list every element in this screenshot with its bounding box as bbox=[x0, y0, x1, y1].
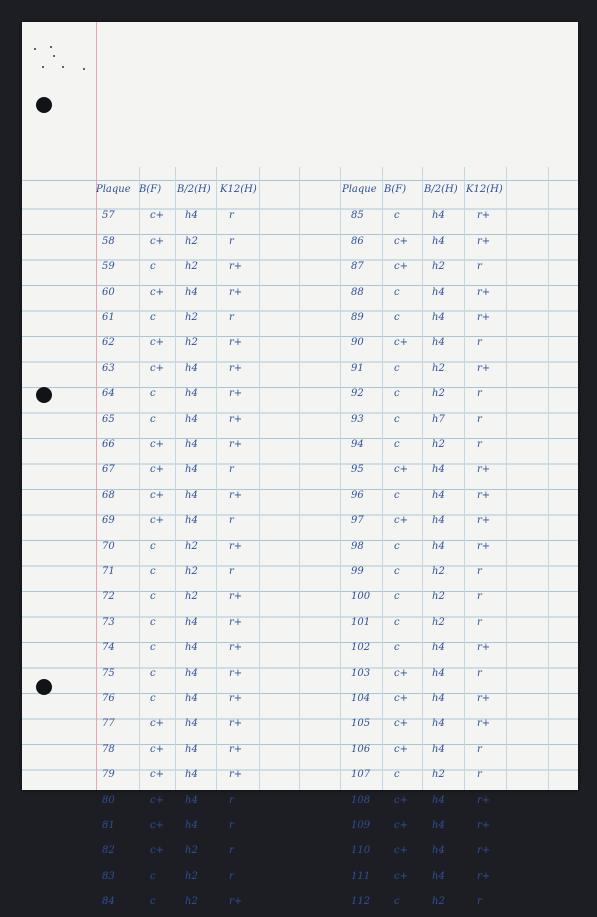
b2-h-value: h2 bbox=[185, 566, 198, 577]
b2-h-value: h4 bbox=[185, 489, 198, 501]
k12-h-value: r+ bbox=[477, 642, 491, 654]
b-f-value: c+ bbox=[150, 769, 164, 781]
k12-h-value: r bbox=[229, 235, 234, 247]
b2-h-value: h2 bbox=[185, 337, 198, 349]
table-row bbox=[22, 206, 578, 231]
k12-h-value: r+ bbox=[477, 210, 491, 222]
k12-h-value: r bbox=[477, 388, 482, 400]
b2-h-value: h4 bbox=[185, 769, 198, 781]
ink-speck bbox=[62, 66, 64, 68]
b-f-value: c+ bbox=[150, 845, 164, 857]
plaque-number: 65 bbox=[102, 413, 115, 425]
k12-h-value: r+ bbox=[477, 845, 491, 857]
k12-h-value: r+ bbox=[229, 540, 243, 552]
b-f-value: c bbox=[394, 388, 400, 400]
plaque-number: 75 bbox=[102, 667, 115, 679]
table-row bbox=[22, 283, 578, 308]
b-f-value: c bbox=[394, 540, 400, 552]
k12-h-value: r+ bbox=[229, 667, 243, 679]
table-row bbox=[22, 511, 578, 536]
table-row bbox=[22, 587, 578, 612]
b2-h-value: h4 bbox=[432, 286, 445, 298]
plaque-number: 88 bbox=[351, 286, 364, 298]
plaque-number: 79 bbox=[102, 769, 115, 781]
b2-h-value: h4 bbox=[185, 286, 198, 298]
b-f-value: c bbox=[150, 312, 156, 323]
plaque-number: 59 bbox=[102, 261, 115, 273]
plaque-number: 71 bbox=[102, 566, 115, 577]
plaque-number: 58 bbox=[102, 235, 115, 247]
k12-h-value: r bbox=[477, 743, 482, 755]
plaque-number: 107 bbox=[351, 769, 371, 781]
b-f-value: c bbox=[394, 591, 400, 603]
b2-h-value: h4 bbox=[185, 413, 198, 425]
b-f-value: c+ bbox=[150, 210, 164, 222]
b-f-value: c bbox=[150, 591, 156, 603]
b-f-value: c bbox=[394, 439, 400, 450]
b-f-value: c bbox=[394, 616, 400, 628]
b-f-value: c bbox=[394, 362, 400, 374]
b-f-value: c+ bbox=[394, 667, 408, 679]
plaque-number: 99 bbox=[351, 566, 364, 577]
b2-h-value: h2 bbox=[432, 439, 445, 450]
k12-h-value: r+ bbox=[229, 769, 243, 781]
table-row bbox=[22, 892, 578, 917]
punch-hole bbox=[36, 97, 52, 113]
b-f-value: c bbox=[394, 642, 400, 654]
plaque-number: 111 bbox=[351, 870, 371, 882]
b2-h-value: h2 bbox=[185, 261, 198, 273]
b2-h-value: h4 bbox=[432, 312, 445, 323]
k12-h-value: r+ bbox=[229, 642, 243, 654]
table-row bbox=[22, 867, 578, 892]
b2-h-value: h2 bbox=[432, 261, 445, 273]
table-row bbox=[22, 613, 578, 638]
k12-h-value: r bbox=[229, 845, 234, 857]
plaque-number: 101 bbox=[351, 616, 371, 628]
k12-h-value: r bbox=[229, 210, 234, 222]
plaque-number: 112 bbox=[351, 896, 371, 908]
b2-h-value: h2 bbox=[185, 845, 198, 857]
table-row bbox=[22, 714, 578, 739]
table-row bbox=[22, 486, 578, 511]
plaque-number: 85 bbox=[351, 210, 364, 222]
plaque-number: 73 bbox=[102, 616, 115, 628]
b-f-value: c+ bbox=[394, 794, 408, 806]
k12-h-value: r bbox=[477, 769, 482, 781]
plaque-number: 84 bbox=[102, 896, 115, 908]
b-f-value: c bbox=[150, 616, 156, 628]
plaque-number: 81 bbox=[102, 820, 115, 831]
table-row bbox=[22, 537, 578, 562]
b2-h-value: h4 bbox=[185, 743, 198, 755]
b-f-value: c+ bbox=[150, 464, 164, 476]
b2-h-value: h4 bbox=[432, 642, 445, 654]
b-f-value: c+ bbox=[150, 286, 164, 298]
header-b2-h: B/2(H) bbox=[424, 184, 458, 195]
header-k12-h: K12(H) bbox=[220, 184, 257, 195]
k12-h-value: r bbox=[477, 616, 482, 628]
k12-h-value: r+ bbox=[229, 439, 243, 450]
k12-h-value: r bbox=[477, 413, 482, 425]
b-f-value: c+ bbox=[150, 515, 164, 527]
table-row bbox=[22, 562, 578, 587]
plaque-number: 95 bbox=[351, 464, 364, 476]
b-f-value: c+ bbox=[150, 362, 164, 374]
b-f-value: c bbox=[150, 540, 156, 552]
b2-h-value: h2 bbox=[185, 896, 198, 908]
b2-h-value: h2 bbox=[432, 388, 445, 400]
k12-h-value: r bbox=[477, 566, 482, 577]
b2-h-value: h4 bbox=[432, 337, 445, 349]
b2-h-value: h7 bbox=[432, 413, 445, 425]
b-f-value: c bbox=[394, 489, 400, 501]
table-row bbox=[22, 435, 578, 460]
table-row bbox=[22, 816, 578, 841]
b-f-value: c+ bbox=[150, 439, 164, 450]
b2-h-value: h4 bbox=[185, 464, 198, 476]
k12-h-value: r+ bbox=[229, 693, 243, 704]
b-f-value: c bbox=[150, 667, 156, 679]
k12-h-value: r bbox=[477, 337, 482, 349]
header-b-f: B(F) bbox=[139, 184, 162, 195]
b-f-value: c bbox=[150, 261, 156, 273]
b-f-value: c+ bbox=[150, 235, 164, 247]
b2-h-value: h4 bbox=[432, 693, 445, 704]
b-f-value: c bbox=[150, 870, 156, 882]
b2-h-value: h2 bbox=[185, 235, 198, 247]
table-row bbox=[22, 638, 578, 663]
b-f-value: c bbox=[394, 896, 400, 908]
plaque-number: 61 bbox=[102, 312, 115, 323]
b2-h-value: h2 bbox=[432, 591, 445, 603]
b2-h-value: h4 bbox=[432, 235, 445, 247]
b-f-value: c bbox=[394, 210, 400, 222]
b-f-value: c+ bbox=[394, 743, 408, 755]
header-b-f: B(F) bbox=[384, 184, 407, 195]
k12-h-value: r bbox=[477, 667, 482, 679]
b-f-value: c+ bbox=[394, 845, 408, 857]
k12-h-value: r+ bbox=[477, 312, 491, 323]
b-f-value: c+ bbox=[394, 464, 408, 476]
b2-h-value: h4 bbox=[432, 464, 445, 476]
table-row bbox=[22, 740, 578, 765]
b2-h-value: h4 bbox=[185, 616, 198, 628]
plaque-number: 62 bbox=[102, 337, 115, 349]
b2-h-value: h4 bbox=[432, 515, 445, 527]
k12-h-value: r bbox=[477, 896, 482, 908]
k12-h-value: r+ bbox=[229, 718, 243, 730]
plaque-number: 63 bbox=[102, 362, 115, 374]
plaque-number: 68 bbox=[102, 489, 115, 501]
k12-h-value: r+ bbox=[229, 413, 243, 425]
table-row bbox=[22, 765, 578, 790]
plaque-number: 86 bbox=[351, 235, 364, 247]
table-row bbox=[22, 664, 578, 689]
k12-h-value: r bbox=[229, 820, 234, 831]
b-f-value: c bbox=[150, 896, 156, 908]
b2-h-value: h2 bbox=[185, 591, 198, 603]
plaque-number: 76 bbox=[102, 693, 115, 704]
plaque-number: 78 bbox=[102, 743, 115, 755]
plaque-number: 106 bbox=[351, 743, 371, 755]
k12-h-value: r bbox=[229, 870, 234, 882]
table-row bbox=[22, 410, 578, 435]
plaque-number: 70 bbox=[102, 540, 115, 552]
page-top-blank-area bbox=[22, 22, 578, 172]
b-f-value: c+ bbox=[394, 337, 408, 349]
k12-h-value: r bbox=[477, 591, 482, 603]
b2-h-value: h4 bbox=[432, 718, 445, 730]
b-f-value: c bbox=[150, 693, 156, 704]
b2-h-value: h2 bbox=[432, 769, 445, 781]
plaque-number: 103 bbox=[351, 667, 371, 679]
plaque-number: 64 bbox=[102, 388, 115, 400]
ink-speck bbox=[50, 46, 52, 48]
plaque-number: 82 bbox=[102, 845, 115, 857]
plaque-number: 90 bbox=[351, 337, 364, 349]
b2-h-value: h2 bbox=[185, 870, 198, 882]
k12-h-value: r bbox=[229, 312, 234, 323]
b2-h-value: h2 bbox=[185, 540, 198, 552]
b2-h-value: h4 bbox=[432, 820, 445, 831]
table-row bbox=[22, 359, 578, 384]
notebook-page bbox=[22, 22, 578, 908]
k12-h-value: r+ bbox=[229, 286, 243, 298]
plaque-number: 77 bbox=[102, 718, 115, 730]
k12-h-value: r+ bbox=[477, 464, 491, 476]
k12-h-value: r+ bbox=[229, 896, 243, 908]
plaque-number: 91 bbox=[351, 362, 364, 374]
b2-h-value: h4 bbox=[432, 870, 445, 882]
k12-h-value: r+ bbox=[229, 489, 243, 501]
b2-h-value: h2 bbox=[432, 566, 445, 577]
b2-h-value: h4 bbox=[432, 210, 445, 222]
b-f-value: c+ bbox=[150, 743, 164, 755]
b2-h-value: h2 bbox=[432, 616, 445, 628]
k12-h-value: r+ bbox=[477, 794, 491, 806]
b-f-value: c bbox=[394, 286, 400, 298]
plaque-number: 105 bbox=[351, 718, 371, 730]
plaque-number: 57 bbox=[102, 210, 115, 222]
plaque-number: 97 bbox=[351, 515, 364, 527]
plaque-number: 87 bbox=[351, 261, 364, 273]
plaque-number: 109 bbox=[351, 820, 371, 831]
b-f-value: c+ bbox=[394, 693, 408, 704]
b-f-value: c bbox=[150, 642, 156, 654]
table-row bbox=[22, 689, 578, 714]
plaque-number: 80 bbox=[102, 794, 115, 806]
k12-h-value: r+ bbox=[229, 388, 243, 400]
k12-h-value: r+ bbox=[229, 362, 243, 374]
k12-h-value: r+ bbox=[477, 235, 491, 247]
b-f-value: c bbox=[394, 769, 400, 781]
k12-h-value: r+ bbox=[229, 337, 243, 349]
b-f-value: c bbox=[394, 312, 400, 323]
plaque-number: 98 bbox=[351, 540, 364, 552]
b2-h-value: h4 bbox=[185, 388, 198, 400]
b2-h-value: h4 bbox=[185, 820, 198, 831]
b2-h-value: h2 bbox=[432, 896, 445, 908]
b-f-value: c bbox=[394, 413, 400, 425]
b2-h-value: h4 bbox=[432, 743, 445, 755]
header-k12-h: K12(H) bbox=[466, 184, 503, 195]
plaque-number: 93 bbox=[351, 413, 364, 425]
plaque-number: 89 bbox=[351, 312, 364, 323]
b2-h-value: h4 bbox=[185, 718, 198, 730]
table-row bbox=[22, 384, 578, 409]
b-f-value: c bbox=[150, 413, 156, 425]
k12-h-value: r+ bbox=[477, 820, 491, 831]
k12-h-value: r bbox=[229, 794, 234, 806]
k12-h-value: r+ bbox=[477, 693, 491, 704]
k12-h-value: r+ bbox=[477, 489, 491, 501]
b-f-value: c+ bbox=[394, 261, 408, 273]
k12-h-value: r+ bbox=[229, 743, 243, 755]
b-f-value: c+ bbox=[150, 820, 164, 831]
header-plaque: Plaque bbox=[96, 184, 131, 195]
k12-h-value: r+ bbox=[229, 616, 243, 628]
b2-h-value: h2 bbox=[185, 312, 198, 323]
b-f-value: c+ bbox=[394, 820, 408, 831]
b-f-value: c+ bbox=[394, 870, 408, 882]
b-f-value: c+ bbox=[150, 337, 164, 349]
b-f-value: c bbox=[150, 388, 156, 400]
table-row bbox=[22, 460, 578, 485]
table-row bbox=[22, 791, 578, 816]
header-b2-h: B/2(H) bbox=[177, 184, 211, 195]
b2-h-value: h4 bbox=[432, 489, 445, 501]
k12-h-value: r+ bbox=[229, 591, 243, 603]
plaque-number: 100 bbox=[351, 591, 371, 603]
b2-h-value: h2 bbox=[432, 362, 445, 374]
k12-h-value: r+ bbox=[229, 261, 243, 273]
table-row bbox=[22, 232, 578, 257]
b2-h-value: h4 bbox=[432, 794, 445, 806]
k12-h-value: r bbox=[477, 261, 482, 273]
plaque-number: 74 bbox=[102, 642, 115, 654]
b-f-value: c+ bbox=[394, 718, 408, 730]
table-row bbox=[22, 257, 578, 282]
b-f-value: c+ bbox=[150, 489, 164, 501]
plaque-number: 104 bbox=[351, 693, 371, 704]
k12-h-value: r bbox=[229, 464, 234, 476]
ink-speck bbox=[83, 68, 85, 70]
plaque-number: 96 bbox=[351, 489, 364, 501]
table-row bbox=[22, 333, 578, 358]
b2-h-value: h4 bbox=[185, 439, 198, 450]
plaque-number: 60 bbox=[102, 286, 115, 298]
table-row bbox=[22, 841, 578, 866]
b2-h-value: h4 bbox=[185, 693, 198, 704]
k12-h-value: r+ bbox=[477, 362, 491, 374]
ink-speck bbox=[42, 66, 44, 68]
b2-h-value: h4 bbox=[432, 540, 445, 552]
k12-h-value: r+ bbox=[477, 515, 491, 527]
plaque-number: 110 bbox=[351, 845, 371, 857]
plaque-number: 69 bbox=[102, 515, 115, 527]
b-f-value: c bbox=[394, 566, 400, 577]
plaque-number: 83 bbox=[102, 870, 115, 882]
b2-h-value: h4 bbox=[432, 845, 445, 857]
ink-speck bbox=[34, 48, 36, 50]
plaque-number: 108 bbox=[351, 794, 371, 806]
b2-h-value: h4 bbox=[185, 794, 198, 806]
plaque-number: 72 bbox=[102, 591, 115, 603]
plaque-number: 66 bbox=[102, 439, 115, 450]
ink-speck bbox=[53, 55, 55, 57]
b2-h-value: h4 bbox=[185, 362, 198, 374]
header-plaque: Plaque bbox=[342, 184, 377, 195]
k12-h-value: r+ bbox=[477, 870, 491, 882]
k12-h-value: r+ bbox=[477, 718, 491, 730]
plaque-number: 94 bbox=[351, 439, 364, 450]
k12-h-value: r bbox=[229, 515, 234, 527]
b-f-value: c+ bbox=[394, 515, 408, 527]
b-f-value: c bbox=[150, 566, 156, 577]
b2-h-value: h4 bbox=[185, 210, 198, 222]
k12-h-value: r+ bbox=[477, 540, 491, 552]
plaque-number: 92 bbox=[351, 388, 364, 400]
b2-h-value: h4 bbox=[432, 667, 445, 679]
b2-h-value: h4 bbox=[185, 515, 198, 527]
plaque-number: 102 bbox=[351, 642, 371, 654]
b2-h-value: h4 bbox=[185, 667, 198, 679]
k12-h-value: r bbox=[477, 439, 482, 450]
b-f-value: c+ bbox=[150, 794, 164, 806]
b-f-value: c+ bbox=[394, 235, 408, 247]
b2-h-value: h4 bbox=[185, 642, 198, 654]
k12-h-value: r bbox=[229, 566, 234, 577]
table-row bbox=[22, 308, 578, 333]
b-f-value: c+ bbox=[150, 718, 164, 730]
plaque-number: 67 bbox=[102, 464, 115, 476]
k12-h-value: r+ bbox=[477, 286, 491, 298]
